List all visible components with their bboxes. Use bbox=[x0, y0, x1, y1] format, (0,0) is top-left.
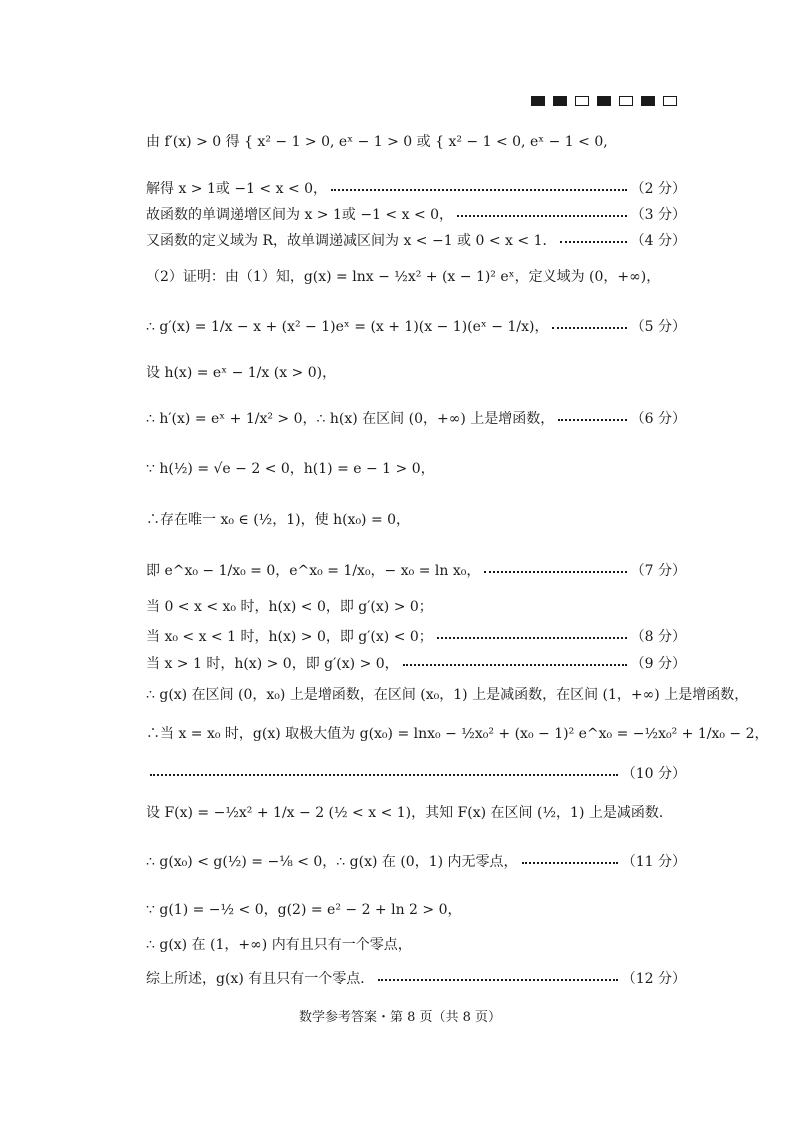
answer-line bbox=[146, 182, 686, 196]
line-text: 综上所述，g(x) 有且只有一个零点． bbox=[146, 971, 375, 987]
answer-line bbox=[146, 130, 686, 154]
score-label: （9 分） bbox=[630, 656, 686, 672]
header-square-mark bbox=[553, 96, 567, 106]
dot-leader bbox=[150, 772, 618, 776]
answer-line bbox=[146, 600, 686, 614]
dot-leader bbox=[558, 417, 626, 421]
line-text: 由 f′(x) > 0 得 { x² − 1 > 0, eˣ − 1 > 0 或 { x² − 1 < 0, eˣ − 1 < 0, bbox=[146, 134, 608, 150]
page-footer: 数学参考答案・第 8 页（共 8 页） bbox=[298, 1010, 502, 1025]
line-text: ∵ h(½) = √e − 2 < 0，h(1) = e − 1 > 0， bbox=[146, 461, 435, 477]
dot-leader bbox=[560, 239, 626, 243]
header-square-mark bbox=[531, 96, 545, 106]
answer-line bbox=[146, 208, 686, 222]
answer-line bbox=[146, 806, 686, 820]
line-text: ∵ g(1) = −½ < 0，g(2) = e² − 2 + ln 2 > 0， bbox=[146, 902, 462, 918]
line-text: 解得 x > 1或 −1 < x < 0， bbox=[146, 181, 328, 197]
dot-leader bbox=[522, 860, 618, 864]
header-square-mark bbox=[597, 96, 611, 106]
score-label: （8 分） bbox=[630, 629, 686, 645]
answer-line bbox=[146, 564, 686, 578]
line-text: 设 F(x) = −½x² + 1/x − 2 (½ < x < 1)，其知 F(x) 在区间 (½，1) 上是减函数． bbox=[146, 805, 673, 821]
line-text: ∴ g′(x) = 1/x − x + (x² − 1)eˣ = (x + 1)(x − 1)(eˣ − 1/x)， bbox=[146, 319, 549, 335]
answer-line bbox=[146, 657, 686, 671]
line-text: 即 e^x₀ − 1/x₀ = 0，e^x₀ = 1/x₀，− x₀ = ln x₀， bbox=[146, 563, 481, 579]
line-text: （2）证明：由（1）知，g(x) = lnx − ½x² + (x − 1)² eˣ，定义域为 (0，+∞)， bbox=[146, 269, 661, 285]
answer-line bbox=[146, 270, 686, 284]
line-text: 当 0 < x < x₀ 时，h(x) < 0，即 g′(x) > 0； bbox=[146, 599, 433, 615]
score-label: （2 分） bbox=[630, 181, 686, 197]
header-square-mark bbox=[575, 96, 589, 106]
score-label: （10 分） bbox=[621, 766, 686, 782]
score-label: （7 分） bbox=[630, 563, 686, 579]
score-label: （4 分） bbox=[630, 233, 686, 249]
answer-line bbox=[146, 462, 686, 476]
line-text: ∴当 x = x₀ 时，g(x) 取极大值为 g(x₀) = lnx₀ − ½x₀² + (x₀ − 1)² e^x₀ = −½x₀² + 1/x₀ − 2， bbox=[146, 726, 769, 742]
answer-line bbox=[146, 630, 686, 644]
dot-leader bbox=[552, 325, 626, 329]
line-text: 设 h(x) = eˣ − 1/x (x > 0)， bbox=[146, 365, 337, 381]
line-text: ∴ h′(x) = eˣ + 1/x² > 0，∴ h(x) 在区间 (0，+∞) 上是增函数， bbox=[146, 411, 555, 427]
score-label: （12 分） bbox=[621, 971, 686, 987]
answer-line bbox=[146, 366, 686, 380]
line-text: ∴ g(x) 在区间 (0，x₀) 上是增函数，在区间 (x₀，1) 上是减函数，在区间 (1，+∞) 上是增函数， bbox=[146, 687, 749, 703]
dot-leader bbox=[457, 213, 627, 217]
answer-line bbox=[146, 234, 686, 248]
answer-line bbox=[146, 726, 769, 742]
line-text: ∴存在唯一 x₀ ∈ (½，1)，使 h(x₀) = 0， bbox=[146, 512, 411, 528]
score-label: （11 分） bbox=[621, 854, 686, 870]
line-text: 故函数的单调递增区间为 x > 1或 −1 < x < 0， bbox=[146, 207, 454, 223]
dot-leader bbox=[484, 569, 626, 573]
answer-line bbox=[146, 972, 686, 986]
score-label: （5 分） bbox=[630, 319, 686, 335]
line-text: ∴ g(x) 在 (1，+∞) 内有且只有一个零点， bbox=[146, 937, 412, 953]
answer-line bbox=[146, 903, 686, 917]
score-label: （6 分） bbox=[630, 411, 686, 427]
header-marks bbox=[531, 96, 685, 106]
line-text: 又函数的定义域为 R，故单调递减区间为 x < −1 或 0 < x < 1． bbox=[146, 233, 557, 249]
dot-leader bbox=[403, 662, 627, 666]
answer-line bbox=[146, 687, 749, 703]
score-label: （3 分） bbox=[630, 207, 686, 223]
line-text: 当 x > 1 时，h(x) > 0，即 g′(x) > 0， bbox=[146, 656, 399, 672]
header-square-mark bbox=[663, 96, 677, 106]
answer-line bbox=[146, 412, 686, 426]
header-square-mark bbox=[641, 96, 655, 106]
dot-leader bbox=[437, 635, 627, 639]
answer-line bbox=[146, 320, 686, 334]
dot-leader bbox=[331, 187, 627, 191]
answer-line bbox=[146, 855, 686, 869]
line-text: ∴ g(x₀) < g(½) = −⅛ < 0，∴ g(x) 在 (0，1) 内无零点， bbox=[146, 854, 518, 870]
header-square-mark bbox=[619, 96, 633, 106]
answer-line bbox=[146, 938, 686, 952]
line-text: 当 x₀ < x < 1 时，h(x) > 0，即 g′(x) < 0； bbox=[146, 629, 433, 645]
answer-line bbox=[146, 513, 686, 527]
answer-line bbox=[146, 767, 686, 781]
dot-leader bbox=[378, 977, 618, 981]
